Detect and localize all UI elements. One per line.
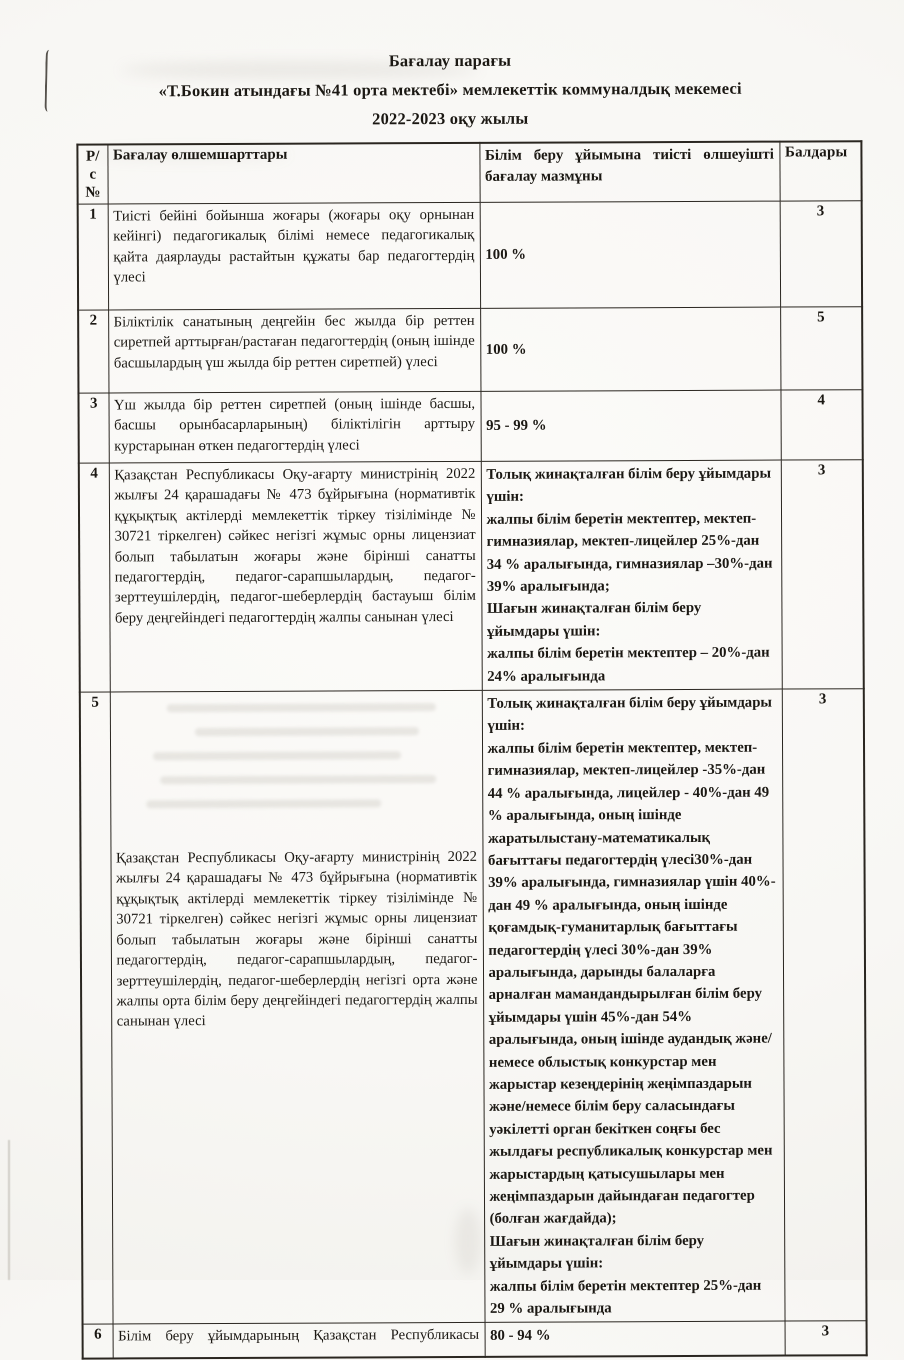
criteria-cell: Біліктілік санатының деңгейін бес жылда бір реттен сиретпей арттырған/растаған педагогтердің (оның ішінде басшылардың үш жылда бір реттен сиретпей) үлесі	[108, 308, 480, 393]
content-cell: 100 %	[480, 201, 780, 308]
header-criteria: Бағалау өлшемшарттары	[107, 143, 479, 204]
points-cell: 4	[780, 390, 862, 460]
criteria-cell: Тиісті бейіні бойынша жоғары (жоғары оқу орнынан кейінгі) педагогикалық білімі немесе педагогикалық қайта даярлауды растайтын құжаты бар педагогтердің үлесі	[108, 202, 480, 310]
criteria-cell: Қазақстан Республикасы Оқу-ағарту министрінің 2022 жылғы 24 қарашадағы № 473 бұйрығына (нормативтік құқықтық актілерді мемлекеттік тіркеу тізілімінде № 30721 тіркелген) сәйкес негізгі жұмыс орны лицензиат болып табылатын жоғары және бірінші санатты педагогтердің, педагог-сарапшылардың, педагог-зерттеушілердің, педагог-шеберлердің бастауыш білім беру деңгейіндегі педагогтердің жалпы санынан үлесі	[109, 461, 482, 692]
row-number: 3	[78, 393, 108, 463]
points-cell: 3	[785, 1321, 867, 1355]
content-cell: Толық жинақталған білім беру ұйымдары үшін: жалпы білім беретін мектептер, мектеп-гимназиялар, мектеп-лицейлер 25%-дан 34 % аралығында, гимназиялар –30%-дан 39% аралығында; Шағын жинақталған білім беру ұйымдары үшін: жалпы білім беретін мектептер – 20%-дан 24% аралығында	[481, 460, 782, 690]
content-cell: 80 - 94 %	[485, 1321, 785, 1356]
table-row	[78, 201, 862, 310]
table-row	[79, 460, 864, 692]
row-number: 6	[83, 1324, 113, 1358]
row-number: 5	[80, 692, 113, 1324]
header-content: Білім беру ұйымына тиісті өлшеуішті бағалау мазмұны	[479, 142, 779, 203]
points-cell: 3	[782, 689, 867, 1322]
points-cell: 5	[780, 307, 862, 390]
document-title-block	[0, 44, 902, 135]
content-cell: Толық жинақталған білім беру ұйымдары үшін: жалпы білім беретін мектептер, мектеп-гимназиялар, мектеп-лицейлер -35%-дан 44 % аралығында, лицейлер - 40%-дан 49 % аралығында, оның ішінде жаратылыстану-математикалық бағыттағы педагогтердің үлесі30%-дан 39% аралығында, гимназиялар үшін 40%-дан 49 % аралығында, оның ішінде қоғамдық-гуманитарлық бағыттағы педагогтердің үлесі 30%-дан 39% аралығында, дарынды балаларға арналған мамандандырылған білім беру ұйымдары үшін 45%-дан 54% аралығында, оның ішінде аудандық және/немесе облыстық конкурстар мен жарыстар кезеңдерінің жеңімпаздарын және/немесе білім беру саласындағы уәкілетті орган бекіткен соңғы бес жылдағы республикалық конкурстар мен жарыстардың қатысушылары мен жеңімпаздарын дайындаған педагогтер (болған жағдайда); Шағын жинақталған білім беру ұйымдары үшін: жалпы білім беретін мектептер 25%-дан 29 % аралығында	[482, 689, 785, 1323]
points-cell: 3	[781, 460, 864, 689]
criteria-cell	[110, 690, 485, 1324]
bleed-through-text-artifact	[125, 703, 471, 837]
criteria-cell: Білім беру ұйымдарының Қазақстан Республикасы	[113, 1323, 485, 1359]
evaluation-table	[76, 140, 867, 1359]
table-row	[83, 1321, 867, 1358]
row-number: 4	[79, 463, 110, 692]
table-row	[78, 307, 862, 393]
points-cell: 3	[780, 201, 862, 307]
content-cell: 100 %	[480, 307, 780, 391]
table-header-row	[77, 141, 861, 204]
row-number: 1	[78, 204, 108, 310]
table-row	[78, 390, 862, 463]
row-number: 2	[78, 310, 108, 393]
table-row	[80, 689, 867, 1325]
header-points: Балдары	[779, 141, 861, 201]
header-row-number: Р/с №	[77, 145, 107, 205]
criteria-text: Қазақстан Республикасы Оқу-ағарту министрінің 2022 жылғы 24 қарашадағы № 473 бұйрығына (нормативтік құқықтық актілерді мемлекеттік тіркеу тізілімінде № 30721 тіркелген) сәйкес негізгі жұмыс орны лицензиат болып табылатын жоғары және бірінші санатты педагогтердің, педагог-сарапшылардың, педагог-зерттеушілердің, педагог-шеберлердің негізгі орта және жалпы орта білім беру деңгейіндегі педагогтердің жалпы санынан үлесі	[115, 848, 478, 1030]
content-cell: 95 - 99 %	[480, 390, 780, 461]
academic-year: 2022-2023 оқу жылы	[372, 108, 529, 129]
organization-name: «Т.Бокин атындағы №41 орта мектебі» мемлекеттік коммуналдық мекемесі	[158, 78, 742, 101]
criteria-cell: Үш жылда бір реттен сиретпей (оның ішінде басшы, басшы орынбасарларының) біліктілігін арттыру курстарынан өткен педагогтердің үлесі	[108, 391, 480, 463]
document-title: Бағалау парағы	[388, 50, 512, 71]
